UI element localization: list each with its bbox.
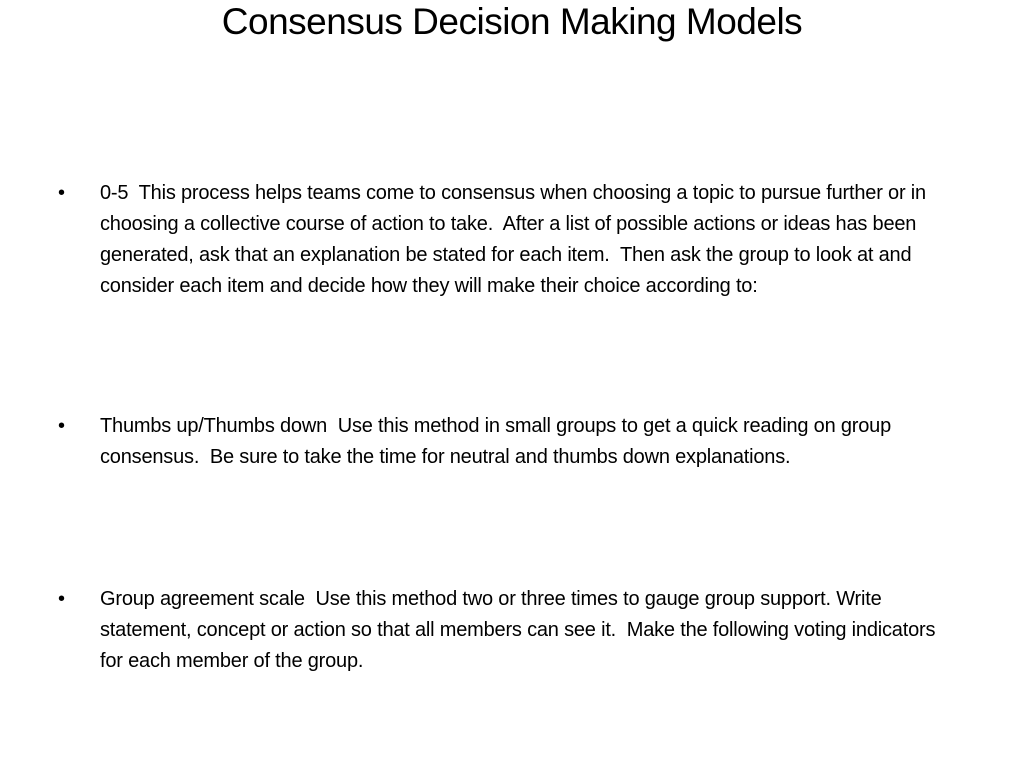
bullet-text: Group agreement scale Use this method two or three times to gauge group support. Write statement, concept or action so that all members can see it. Make the following voting indicators for each member of the group.: [100, 588, 941, 672]
slide-title: Consensus Decision Making Models: [221, 1, 803, 42]
bullet-text: Thumbs up/Thumbs down Use this method in small groups to get a quick reading on group consensus. Be sure to take the time for neutral and thumbs down explanations.: [100, 415, 897, 468]
bullet-icon: •: [58, 415, 66, 437]
bullet-icon: •: [58, 588, 66, 610]
bullet-icon: •: [58, 182, 66, 204]
bullet-text: 0-5 This process helps teams come to consensus when choosing a topic to pursue further or in choosing a collective course of action to take. After a list of possible actions or ideas has been generated, ask that an explanation be stated for each item. Then ask the group to look at and consider each item and decide how they will make their choice according to:: [100, 182, 932, 297]
